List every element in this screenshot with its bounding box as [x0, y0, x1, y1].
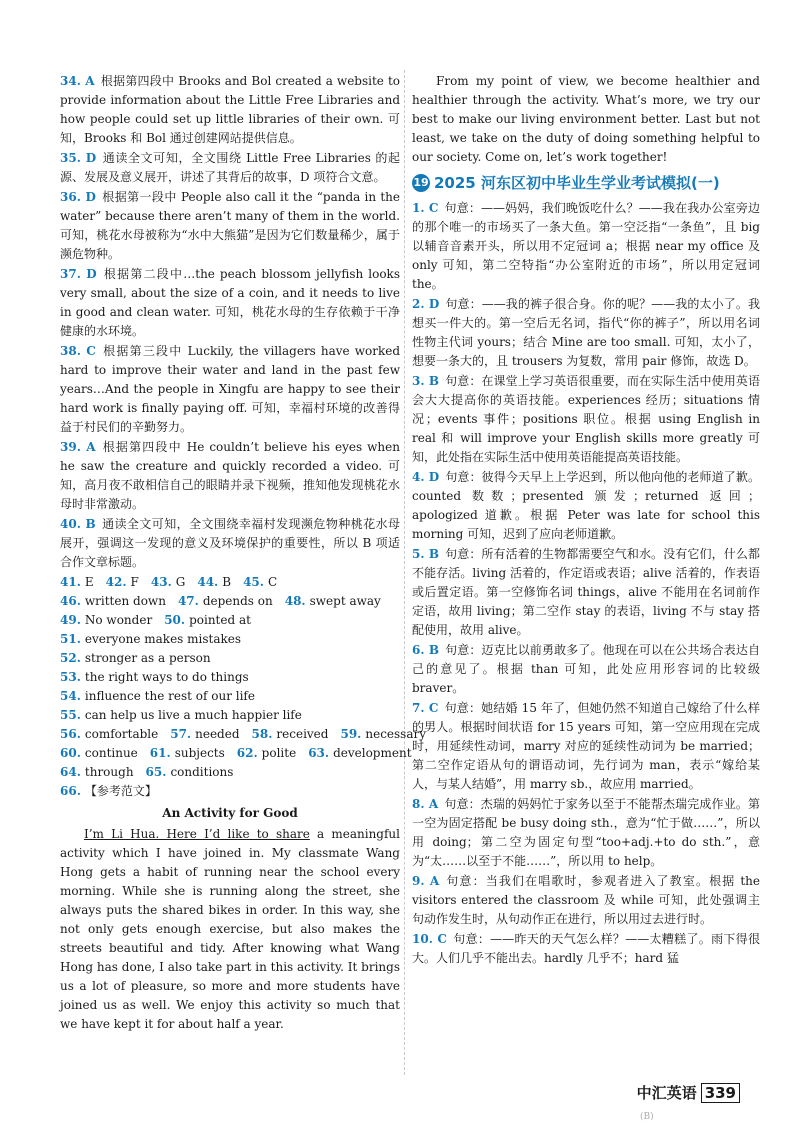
- short-answer-number: 55.: [60, 708, 81, 722]
- answer-number: 3. B: [412, 374, 439, 388]
- answer-item: [412, 372, 760, 467]
- short-answer-row: [60, 573, 400, 592]
- essay-paragraph-1-rest: a meaningful activity which I have joined in. My classmate Wang Hong gets a habit of running near the school every morning. While she is running along the street, she always puts the shared bikes in order. In this way, she not only gets enough exercise, but also makes the streets beautiful and tidy. After knowing what Wang Hong has done, I also take part in this activity. It brings us a lot of pleasure, so more and more students have joined us as well. We enjoy this activity so much that we have kept it for about half a year.: [60, 827, 400, 1031]
- short-answer-number: 50.: [164, 613, 186, 627]
- answer-number: 9. A: [412, 874, 440, 888]
- short-answer-number: 63.: [308, 746, 330, 760]
- short-answer-number: 47.: [177, 594, 199, 608]
- short-answer-number: 59.: [340, 727, 362, 741]
- short-answer-text: the right ways to do things: [84, 670, 249, 684]
- short-answer-number: 44.: [197, 575, 219, 589]
- short-answer-number: 46.: [60, 594, 81, 608]
- short-answer-number: 49.: [60, 613, 81, 627]
- section-title: 2025 河东区初中毕业生学业考试模拟(一): [434, 174, 720, 192]
- short-answer-text: depends on: [202, 594, 273, 608]
- essay-paragraph-2: From my point of view, we become healthier and healthier through the activity. What’s more, we try our best to make our living environment better. Last but not least, we take on the duty of doing something helpful to our society. Come on, let’s work together!: [412, 74, 760, 164]
- short-answer-row: [60, 706, 400, 725]
- answer-number: 35. D: [60, 151, 97, 165]
- short-answer-text: comfortable: [84, 727, 159, 741]
- short-answer-number: 64.: [60, 765, 81, 779]
- short-answer-text: everyone makes mistakes: [84, 632, 242, 646]
- short-answer-row: [60, 611, 400, 630]
- answer-explanation: 通读全文可知，全文围绕幸福村发现濒危物种桃花水母展开，强调这一发现的意义及环境保护的重要性，所以 B 项适合作文章标题。: [60, 517, 400, 569]
- answer-number: 39. A: [60, 440, 96, 454]
- short-answer-text: swept away: [309, 594, 381, 608]
- short-answer-number: 57.: [170, 727, 192, 741]
- short-answer-text: pointed at: [189, 613, 251, 627]
- short-answer-text: continue: [84, 746, 138, 760]
- section-header: [412, 173, 760, 193]
- short-answer-text: polite: [261, 746, 297, 760]
- answer-number: 6. B: [412, 643, 439, 657]
- answer-explanation: 根据第四段中 He couldn’t believe his eyes when he saw the creature and quickly recorded a video. 可知，高月夜不敢相信自己的眼睛并录下视频，推知他发现桃花水母时非常激动。: [60, 440, 400, 511]
- short-answer-text: C: [267, 575, 278, 589]
- short-answer-row: [60, 592, 400, 611]
- answer-number: 40. B: [60, 517, 96, 531]
- short-answer-number: 60.: [60, 746, 81, 760]
- answer-explanation: 根据第二段中…the peach blossom jellyfish looks very small, about the size of a coin, and it needs to live in good and clean water. 可知，桃花水母的生存依赖于干净健康的水环境。: [60, 267, 400, 338]
- short-answer-text: conditions: [170, 765, 234, 779]
- answer-item: [412, 795, 760, 871]
- short-answer-row: [60, 630, 400, 649]
- answer-item: [60, 149, 400, 187]
- answer-item: [412, 872, 760, 929]
- answer-number: 37. D: [60, 267, 97, 281]
- page-footer: [637, 1082, 740, 1103]
- short-answer-text: No wonder: [84, 613, 153, 627]
- answer-explanation: 句意：——妈妈，我们晚饭吃什么？——我在我办公室旁边的那个唯一的市场买了一条大鱼。第一空泛指“一条鱼”，且 big 以辅音音素开头，所以用不定冠词 a；根据 near my office 及 only 可知，第二空特指“办公室附近的市场”，所以用定冠词 the。: [412, 201, 760, 291]
- answer-number: 2. D: [412, 297, 440, 311]
- short-answer-number: 53.: [60, 670, 81, 684]
- essay-underlined-opening: I’m Li Hua. Here I’d like to share: [84, 827, 310, 841]
- short-answer-text: influence the rest of our life: [84, 689, 255, 703]
- answer-explanation: 句意：所有活着的生物都需要空气和水。没有它们，什么都不能存活。living 活着的，作定语或表语；alive 活着的，作表语或后置定语。第一空修饰名词 things，alive 不能用在名词前作定语，故用 living；第二空作 stay 的表语，living 不与 stay 搭配使用，故用 alive。: [412, 547, 760, 637]
- short-answer-text: development: [333, 746, 412, 760]
- answer-number: 38. C: [60, 344, 96, 358]
- answer-item: [412, 545, 760, 640]
- short-answer-number: 45.: [243, 575, 264, 589]
- short-answer-row: [60, 763, 400, 782]
- answer-item: [412, 199, 760, 294]
- answer-explanation: 句意：彼得今天早上上学迟到，所以他向他的老师道了歉。counted 数数；presented 颁发；returned 返回；apologized 道歉。根据 Peter was late for school this morning 可知，迟到了应向老师道歉。: [412, 470, 760, 541]
- answer-explanation: 根据第一段中 People also call it the “panda in the water” because there aren’t many of them in the world. 可知，桃花水母被称为“水中大熊猫”是因为它们数量稀少，属于濒危物种。: [60, 190, 400, 261]
- answer-explanation: 句意：她结婚 15 年了，但她仍然不知道自己嫁给了什么样的男人。根据时间状语 for 15 years 可知，第一空应用现在完成时，用延续性动词，marry 对应的延续性动词为 be married；第二空作定语从句的谓语动词，先行词为 man，表示“嫁给某人，与某人结婚”，用 marry sb.，故应用 married。: [412, 701, 760, 791]
- answer-item: [60, 72, 400, 148]
- page-number: 339: [701, 1083, 740, 1103]
- answer-number: 10. C: [412, 932, 447, 946]
- essay-label: [60, 782, 400, 801]
- short-answer-row: [60, 687, 400, 706]
- answer-number: 8. A: [412, 797, 439, 811]
- answer-item: [412, 699, 760, 794]
- answer-number: 5. B: [412, 547, 439, 561]
- short-answer-number: 48.: [284, 594, 306, 608]
- short-answer-number: 51.: [60, 632, 81, 646]
- essay-paragraph-1: [60, 825, 400, 1034]
- answer-explanation: 通读全文可知，全文围绕 Little Free Libraries 的起源、发展及意义展开，讲述了其背后的故事，D 项符合文意。: [60, 151, 400, 184]
- essay-label-text: 【参考范文】: [84, 784, 157, 798]
- short-answer-text: subjects: [174, 746, 225, 760]
- answer-number: 1. C: [412, 201, 439, 215]
- answer-explanation: 句意：杰瑞的妈妈忙于家务以至于不能帮杰瑞完成作业。第一空为固定搭配 be busy doing sth.，意为“忙于做……”，所以用 doing；第二空为固定句型“too+adj.+to do sth.”，意为“太……以至于不能……”，所以用 to help。: [412, 797, 760, 868]
- answer-item: [60, 438, 400, 514]
- essay-label-number: 66.: [60, 784, 81, 798]
- left-answer-list: [60, 72, 400, 572]
- short-answer-number: 58.: [251, 727, 273, 741]
- short-answer-text: necessary: [365, 727, 426, 741]
- short-answer-text: B: [222, 575, 232, 589]
- short-answer-row: [60, 668, 400, 687]
- short-answer-text: F: [130, 575, 139, 589]
- short-answer-number: 65.: [145, 765, 167, 779]
- short-answer-number: 54.: [60, 689, 81, 703]
- answer-item: [60, 342, 400, 437]
- answer-item: [412, 930, 760, 968]
- answer-explanation: 根据第四段中 Brooks and Bol created a website to provide information about the Little Free Libraries and how people could set up little libraries of their own. 可知，Brooks 和 Bol 通过创建网站提供信息。: [60, 74, 400, 145]
- right-column: [412, 72, 760, 969]
- short-answer-text: E: [84, 575, 94, 589]
- short-answer-number: 52.: [60, 651, 81, 665]
- answer-number: 7. C: [412, 701, 439, 715]
- short-answer-text: written down: [84, 594, 166, 608]
- section-number-badge: 19: [412, 174, 430, 192]
- short-answer-row: [60, 744, 412, 763]
- answer-item: [60, 265, 400, 341]
- short-answer-text: stronger as a person: [84, 651, 211, 665]
- answer-number: 36. D: [60, 190, 96, 204]
- corner-mark: (B): [640, 1112, 654, 1122]
- answer-explanation: 句意：——我的裤子很合身。你的呢？——我的太小了。我想买一件大的。第一空后无名词，指代“你的裤子”，所以用名词性物主代词 yours；结合 Mine are too small. 可知，太小了，想要一条大的，且 trousers 为复数，常用 pair 修饰，故选 D。: [412, 297, 760, 368]
- answer-number: 34. A: [60, 74, 95, 88]
- short-answer-row: [60, 725, 426, 744]
- short-answer-number: 41.: [60, 575, 81, 589]
- answer-explanation: 句意：在课堂上学习英语很重要，而在实际生活中使用英语会大大提高你的英语技能。experiences 经历；situations 情况；events 事件；positions 职位。根据 using English in real 和 will improve your English skills more greatly 可知，此处指在实际生活中使用英语能提高英语技能。: [412, 374, 760, 464]
- answer-explanation: 句意：迈克比以前勇敢多了。他现在可以在公共场合表达自己的意见了。根据 than 可知，此处应用形容词的比较级 braver。: [412, 643, 760, 695]
- short-answer-number: 43.: [150, 575, 172, 589]
- book-title: 中汇英语: [636, 1084, 697, 1102]
- answer-explanation: 句意：——昨天的天气怎么样？——太糟糕了。雨下得很大。人们几乎不能出去。hardly 几乎不；hard 猛: [412, 932, 760, 965]
- short-answer-number: 56.: [60, 727, 81, 741]
- answer-item: [60, 515, 400, 572]
- answer-item: [412, 295, 760, 371]
- short-answer-text: through: [84, 765, 134, 779]
- answer-item: [412, 641, 760, 698]
- short-answer-number: 42.: [105, 575, 127, 589]
- short-answer-text: G: [175, 575, 186, 589]
- answer-explanation: 根据第三段中 Luckily, the villagers have worked hard to improve their water and land in the past few years…And the people in Xingfu are happy to see their hard work is finally paying off. 可知，幸福村环境的改善得益于村民们的辛勤努力。: [60, 344, 400, 434]
- short-answer-text: can help us live a much happier life: [84, 708, 302, 722]
- short-answer-text: needed: [195, 727, 240, 741]
- answer-item: [60, 188, 400, 264]
- right-answer-list: [412, 199, 760, 968]
- short-answer-number: 61.: [149, 746, 171, 760]
- short-answer-text: received: [276, 727, 329, 741]
- short-answer-number: 62.: [236, 746, 258, 760]
- answer-number: 4. D: [412, 470, 440, 484]
- short-answer-row: [60, 649, 400, 668]
- essay-title: An Activity for Good: [162, 806, 298, 820]
- answer-item: [412, 468, 760, 544]
- column-divider: [404, 70, 405, 1075]
- answer-explanation: 句意：当我们在唱歌时，参观者进入了教室。根据 the visitors entered the classroom 及 while 可知，此处强调主句动作发生时，从句动作正在进行，所以用过去进行时。: [412, 874, 760, 926]
